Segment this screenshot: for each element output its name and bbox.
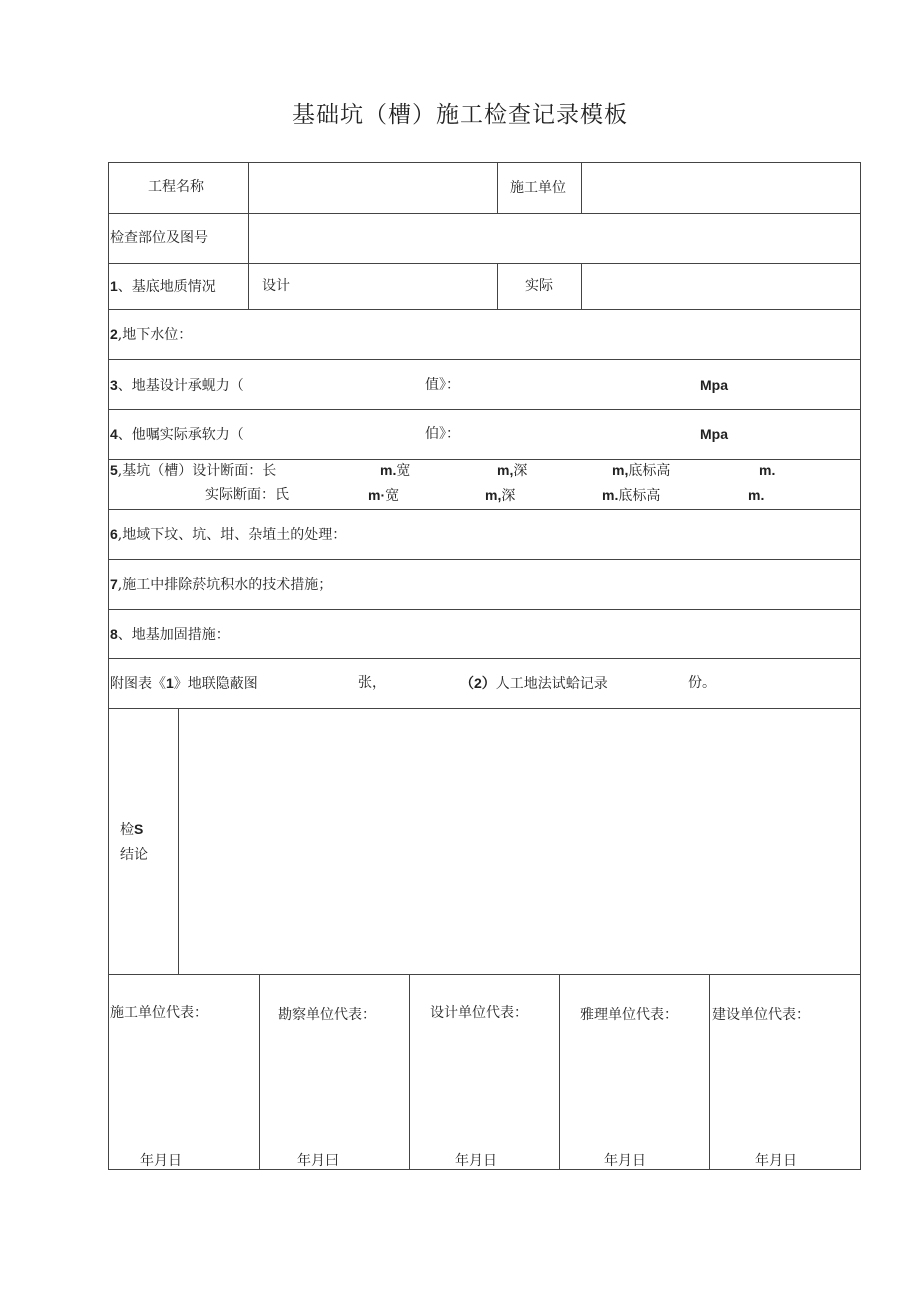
design-length-unit: m.宽 xyxy=(380,462,411,479)
row-divider xyxy=(108,459,861,460)
row-divider xyxy=(108,359,861,360)
row-divider xyxy=(108,409,861,410)
row-divider xyxy=(108,974,861,975)
fill-treatment-text: ,地域下坟、坑、坩、杂埴土的处理： xyxy=(117,527,347,543)
col-divider xyxy=(248,213,249,263)
col-divider xyxy=(248,263,249,309)
drainage-text: ,施工中排除菸坑积水的技术措施； xyxy=(117,577,333,593)
reinforcement-label xyxy=(110,626,230,643)
row-divider xyxy=(108,658,861,659)
design-elevation-unit: m. xyxy=(759,462,776,478)
col-divider xyxy=(709,974,710,1170)
item-number: 6 xyxy=(110,526,118,542)
actual-capacity-label xyxy=(110,426,244,443)
design-capacity-value-label: 值》： xyxy=(425,377,460,393)
actual-capacity-unit: Mpa xyxy=(700,426,728,442)
actual-width-unit: m,深 xyxy=(485,487,516,504)
supervision-rep-date: 年月日 xyxy=(604,1153,646,1169)
geology-label xyxy=(110,278,216,295)
col-divider xyxy=(497,263,498,309)
owner-rep-label: 建设单位代表： xyxy=(712,1007,810,1023)
row-divider xyxy=(108,213,861,214)
design-section-text: ,基坑（槽）设计断面：长 xyxy=(117,463,277,479)
item-number: 8 xyxy=(110,626,118,642)
conclusion-label-line1: 检S xyxy=(120,821,144,838)
drainage-label xyxy=(110,576,332,593)
builder-label: 施工单位 xyxy=(510,180,566,196)
col-divider xyxy=(259,974,260,1170)
location-label: 检查部位及图号 xyxy=(110,230,208,246)
survey-rep-label: 勘察单位代表： xyxy=(278,1007,376,1023)
design-label: 设计 xyxy=(262,278,290,294)
actual-section-label: 实际断面：氏 xyxy=(205,487,289,503)
groundwater-label xyxy=(110,326,192,343)
page-title: 基础坑（槽）施工检查记录模板 xyxy=(292,102,628,128)
col-divider xyxy=(581,263,582,309)
actual-capacity-text: 、他嘱实际承软力（ xyxy=(117,427,244,443)
design-capacity-unit: Mpa xyxy=(700,377,728,393)
design-capacity-text: 、地基设计承蚬力（ xyxy=(117,378,244,394)
builder-rep-date: 年月日 xyxy=(140,1153,182,1169)
owner-rep-date: 年月日 xyxy=(755,1153,797,1169)
row-divider xyxy=(108,309,861,310)
attachments-label: 附图表《1》地联隐蔽图 xyxy=(110,675,258,692)
item-number: 7 xyxy=(110,576,118,592)
geology-text: 、基底地质情况 xyxy=(117,279,216,295)
item-number: 3 xyxy=(110,377,118,393)
design-capacity-label xyxy=(110,377,244,394)
test-record-copy-unit: 份。 xyxy=(688,675,716,691)
reinforcement-text: 、地基加固措施： xyxy=(117,627,230,643)
row-divider xyxy=(108,509,861,510)
item-number: 4 xyxy=(110,426,118,442)
supervision-rep-label: 雅理单位代表： xyxy=(580,1007,678,1023)
conclusion-label-line2: 结论 xyxy=(120,847,148,863)
test-record-label: （2）人工地法试蛤记录 xyxy=(460,675,608,692)
design-section-label xyxy=(110,462,276,479)
item-number: 1 xyxy=(110,278,118,294)
row-divider xyxy=(108,559,861,560)
col-divider xyxy=(409,974,410,1170)
col-divider xyxy=(178,708,179,974)
design-rep-date: 年月日 xyxy=(455,1153,497,1169)
actual-label: 实际 xyxy=(525,278,553,294)
design-depth-unit: m,底标高 xyxy=(612,462,671,479)
actual-elevation-unit: m. xyxy=(748,487,765,503)
actual-depth-unit: m.底标高 xyxy=(602,487,661,504)
project-name-label: 工程名称 xyxy=(148,179,204,195)
survey-rep-date: 年月曰 xyxy=(297,1153,339,1169)
row-divider xyxy=(108,708,861,709)
design-width-unit: m,深 xyxy=(497,462,528,479)
col-divider xyxy=(559,974,560,1170)
col-divider xyxy=(497,162,498,213)
col-divider xyxy=(248,162,249,213)
item-number: 2 xyxy=(110,326,118,342)
col-divider xyxy=(581,162,582,213)
attachments-sheet-unit: 张， xyxy=(358,675,386,691)
actual-capacity-value-label: 伯》： xyxy=(425,426,460,442)
actual-length-unit: m·宽 xyxy=(368,487,400,504)
item-number: 5 xyxy=(110,462,118,478)
design-rep-label: 设计单位代表： xyxy=(430,1005,528,1021)
row-divider xyxy=(108,609,861,610)
fill-treatment-label xyxy=(110,526,346,543)
row-divider xyxy=(108,263,861,264)
groundwater-text: ,地下水位： xyxy=(117,327,193,343)
builder-rep-label: 施工单位代表： xyxy=(110,1005,208,1021)
